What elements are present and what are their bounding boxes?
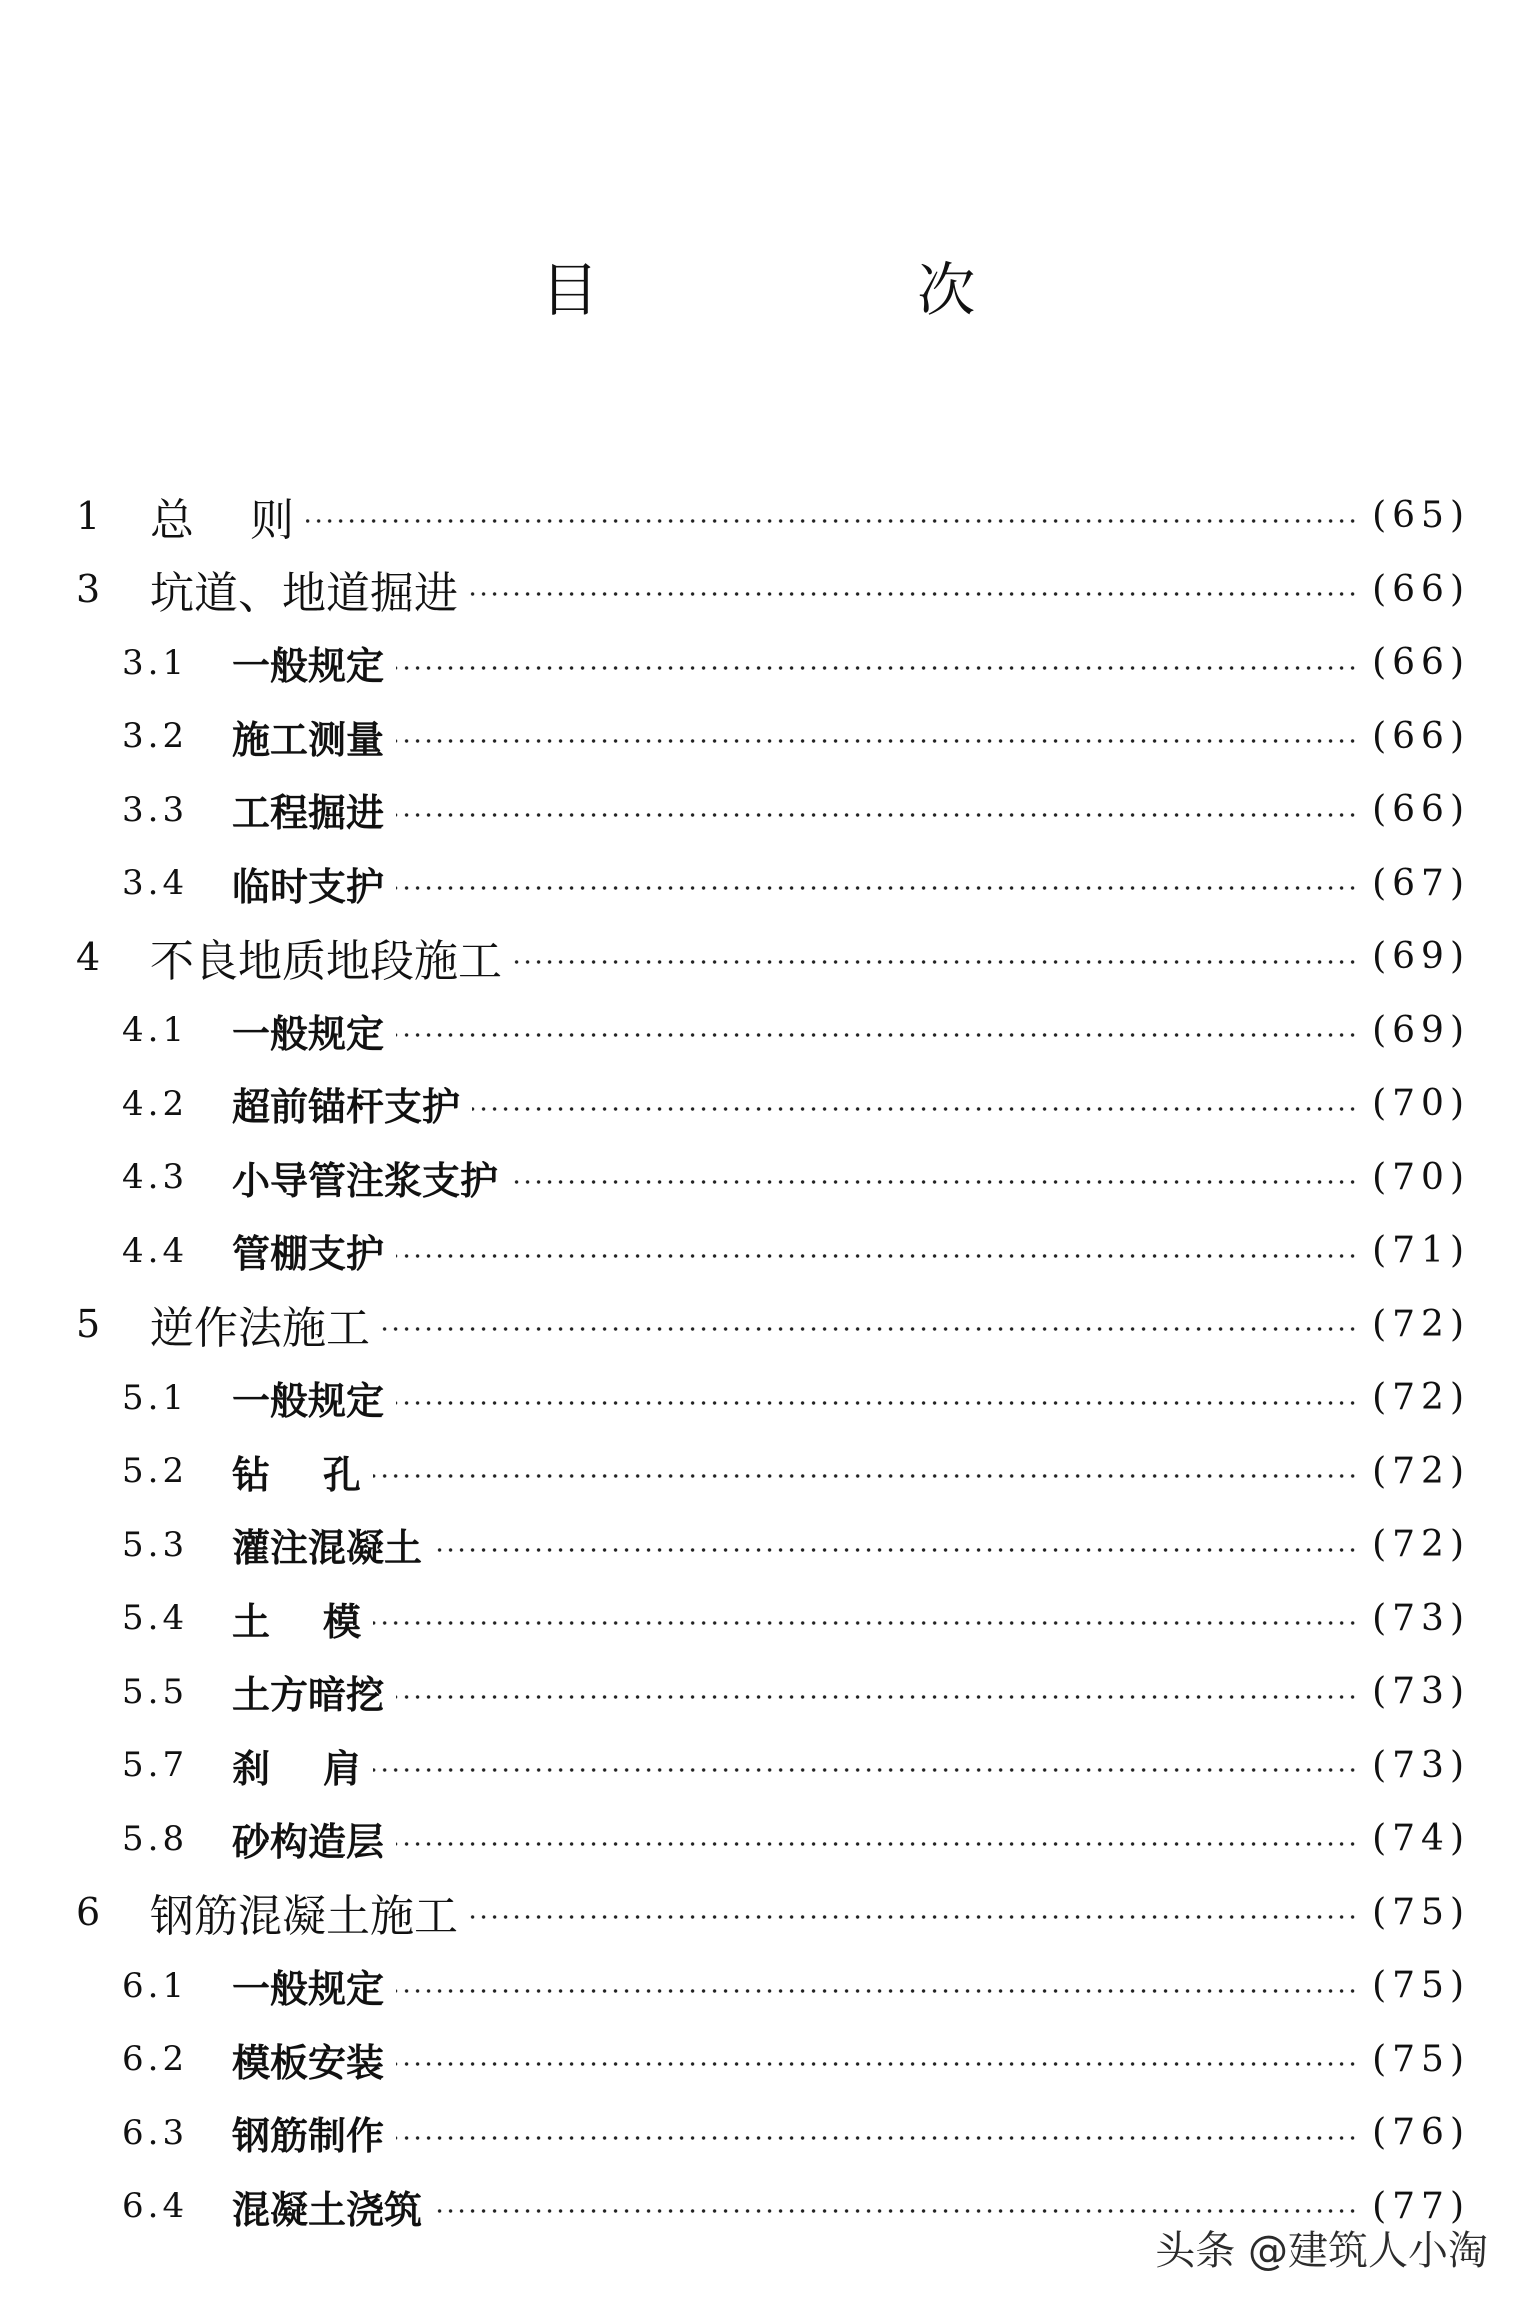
toc-entry-number: 5 bbox=[76, 1302, 101, 1347]
toc-entry-page-number: (75) bbox=[1372, 1891, 1470, 1933]
toc-entry-page-number: (73) bbox=[1372, 1671, 1470, 1713]
toc-entry-page-number: (66) bbox=[1372, 568, 1470, 610]
toc-entry-page-number: (69) bbox=[1372, 936, 1470, 978]
toc-entry-number: 4 bbox=[76, 934, 101, 979]
toc-section-entry[interactable] bbox=[0, 1361, 1516, 1435]
toc-section-entry[interactable] bbox=[0, 2096, 1516, 2170]
toc-entry-page-number: (76) bbox=[1372, 2112, 1470, 2154]
toc-entry-title: 刹 肩 bbox=[232, 1745, 361, 1791]
toc-entry-page-number: (72) bbox=[1372, 1303, 1470, 1345]
toc-chapter-entry[interactable] bbox=[0, 553, 1516, 627]
toc-section-entry[interactable] bbox=[0, 626, 1516, 700]
dot-leader bbox=[470, 1914, 1358, 1920]
toc-entry-number: 5.4 bbox=[122, 1598, 189, 1639]
toc-chapter-entry[interactable] bbox=[0, 920, 1516, 994]
dot-leader bbox=[470, 591, 1358, 597]
toc-section-entry[interactable] bbox=[0, 2023, 1516, 2097]
toc-entry-page-number: (77) bbox=[1372, 2185, 1470, 2227]
toc-section-entry[interactable] bbox=[0, 1141, 1516, 1215]
toc-entry-title: 混凝土浇筑 bbox=[232, 2186, 423, 2232]
toc-entry-page-number: (72) bbox=[1372, 1377, 1470, 1419]
dot-leader bbox=[382, 1326, 1358, 1332]
toc-entry-title: 土 模 bbox=[232, 1598, 361, 1644]
toc-section-entry[interactable] bbox=[0, 1435, 1516, 1509]
toc-entry-title: 土方暗挖 bbox=[232, 1672, 385, 1718]
toc-entry-number: 5.5 bbox=[122, 1671, 189, 1712]
toc-entry-title: 一般规定 bbox=[232, 1378, 385, 1424]
toc-entry-page-number: (66) bbox=[1372, 789, 1470, 831]
toc-entry-title: 钢筋制作 bbox=[232, 2113, 385, 2159]
toc-entry-title: 坑道、地道掘进 bbox=[150, 568, 458, 620]
toc-section-entry[interactable] bbox=[0, 847, 1516, 921]
toc-entry-title: 灌注混凝土 bbox=[232, 1525, 423, 1571]
toc-entry-page-number: (73) bbox=[1372, 1597, 1470, 1639]
toc-entry-number: 6.3 bbox=[122, 2112, 189, 2153]
dot-leader bbox=[396, 1841, 1358, 1847]
toc-entry-number: 5.7 bbox=[122, 1745, 189, 1786]
dot-leader bbox=[514, 959, 1358, 965]
toc-section-entry[interactable] bbox=[0, 1949, 1516, 2023]
toc-entry-page-number: (69) bbox=[1372, 1009, 1470, 1051]
toc-entry-page-number: (73) bbox=[1372, 1744, 1470, 1786]
toc-entry-number: 3.1 bbox=[122, 642, 189, 683]
toc-chapter-entry[interactable] bbox=[0, 479, 1516, 553]
toc-entry-number: 6 bbox=[76, 1890, 101, 1935]
toc-entry-number: 5.3 bbox=[122, 1524, 189, 1565]
toc-entry-number: 4.3 bbox=[122, 1157, 189, 1198]
toc-section-entry[interactable] bbox=[0, 1802, 1516, 1876]
toc-chapter-entry[interactable] bbox=[0, 1288, 1516, 1362]
toc-section-entry[interactable] bbox=[0, 1582, 1516, 1656]
toc-entry-number: 3.2 bbox=[122, 716, 189, 757]
toc-entry-title: 一般规定 bbox=[232, 1966, 385, 2012]
toc-entry-number: 5.1 bbox=[122, 1377, 189, 1418]
toc-section-entry[interactable] bbox=[0, 1655, 1516, 1729]
dot-leader bbox=[396, 2135, 1358, 2141]
dot-leader bbox=[373, 1473, 1358, 1479]
dot-leader bbox=[396, 1694, 1358, 1700]
toc-entry-title: 钻 孔 bbox=[232, 1451, 361, 1497]
toc-entry-page-number: (67) bbox=[1372, 862, 1470, 904]
toc-section-entry[interactable] bbox=[0, 773, 1516, 847]
toc-entry-title: 管棚支护 bbox=[232, 1231, 385, 1277]
toc-entry-number: 3.3 bbox=[122, 789, 189, 830]
dot-leader bbox=[396, 2061, 1358, 2067]
toc-entry-title: 钢筋混凝土施工 bbox=[150, 1891, 458, 1943]
toc-entry-number: 3.4 bbox=[122, 863, 189, 904]
watermark: 头条 @建筑人小淘 bbox=[1155, 2228, 1488, 2274]
toc-entry-title: 逆作法施工 bbox=[150, 1303, 370, 1355]
toc-entry-number: 4.2 bbox=[122, 1083, 189, 1124]
page-title: 目 次 bbox=[540, 256, 1126, 324]
toc-entry-number: 6.1 bbox=[122, 1965, 189, 2006]
toc-section-entry[interactable] bbox=[0, 994, 1516, 1068]
dot-leader bbox=[434, 2208, 1358, 2214]
toc-section-entry[interactable] bbox=[0, 1214, 1516, 1288]
dot-leader bbox=[434, 1547, 1358, 1553]
dot-leader bbox=[396, 1032, 1358, 1038]
toc-entry-number: 5.8 bbox=[122, 1818, 189, 1859]
toc-entry-page-number: (75) bbox=[1372, 1965, 1470, 2007]
toc-section-entry[interactable] bbox=[0, 1729, 1516, 1803]
dot-leader bbox=[396, 665, 1358, 671]
dot-leader bbox=[396, 1400, 1358, 1406]
dot-leader bbox=[396, 812, 1358, 818]
dot-leader bbox=[306, 518, 1358, 524]
dot-leader bbox=[396, 738, 1358, 744]
dot-leader bbox=[472, 1106, 1358, 1112]
toc-entry-page-number: (70) bbox=[1372, 1083, 1470, 1125]
toc-entry-title: 一般规定 bbox=[232, 643, 385, 689]
toc-entry-page-number: (66) bbox=[1372, 715, 1470, 757]
dot-leader bbox=[373, 1620, 1358, 1626]
toc-entry-title: 临时支护 bbox=[232, 863, 385, 909]
toc-entry-title: 不良地质地段施工 bbox=[150, 935, 502, 987]
dot-leader bbox=[396, 885, 1358, 891]
toc-section-entry[interactable] bbox=[0, 1067, 1516, 1141]
toc-entry-page-number: (75) bbox=[1372, 2038, 1470, 2080]
dot-leader bbox=[396, 1988, 1358, 1994]
toc-entry-page-number: (71) bbox=[1372, 1230, 1470, 1272]
toc-entry-number: 6.4 bbox=[122, 2186, 189, 2227]
toc-entry-number: 6.2 bbox=[122, 2039, 189, 2080]
toc-entry-number: 4.4 bbox=[122, 1230, 189, 1271]
toc-entry-title: 施工测量 bbox=[232, 716, 385, 762]
toc-chapter-entry[interactable] bbox=[0, 1876, 1516, 1950]
toc-entry-page-number: (74) bbox=[1372, 1818, 1470, 1860]
toc-entry-number: 1 bbox=[76, 493, 101, 538]
toc-entry-page-number: (72) bbox=[1372, 1450, 1470, 1492]
toc-entry-title: 一般规定 bbox=[232, 1010, 385, 1056]
toc-entry-number: 3 bbox=[76, 567, 101, 612]
toc-entry-title: 模板安装 bbox=[232, 2039, 385, 2085]
toc-section-entry[interactable] bbox=[0, 1508, 1516, 1582]
toc-entry-number: 4.1 bbox=[122, 1010, 189, 1051]
toc-entry-number: 5.2 bbox=[122, 1451, 189, 1492]
toc-section-entry[interactable] bbox=[0, 700, 1516, 774]
toc-entry-page-number: (65) bbox=[1372, 495, 1470, 537]
toc-entry-page-number: (70) bbox=[1372, 1156, 1470, 1198]
dot-leader bbox=[510, 1179, 1358, 1185]
toc-entry-page-number: (72) bbox=[1372, 1524, 1470, 1566]
toc-entry-page-number: (66) bbox=[1372, 642, 1470, 684]
dot-leader bbox=[396, 1253, 1358, 1259]
table-of-contents bbox=[0, 479, 1516, 2243]
toc-entry-title: 砂构造层 bbox=[232, 1819, 385, 1865]
toc-entry-title: 超前锚杆支护 bbox=[232, 1084, 461, 1130]
toc-entry-title: 小导管注浆支护 bbox=[232, 1157, 499, 1203]
dot-leader bbox=[373, 1767, 1358, 1773]
toc-entry-title: 总 则 bbox=[150, 494, 294, 546]
toc-entry-title: 工程掘进 bbox=[232, 790, 385, 836]
